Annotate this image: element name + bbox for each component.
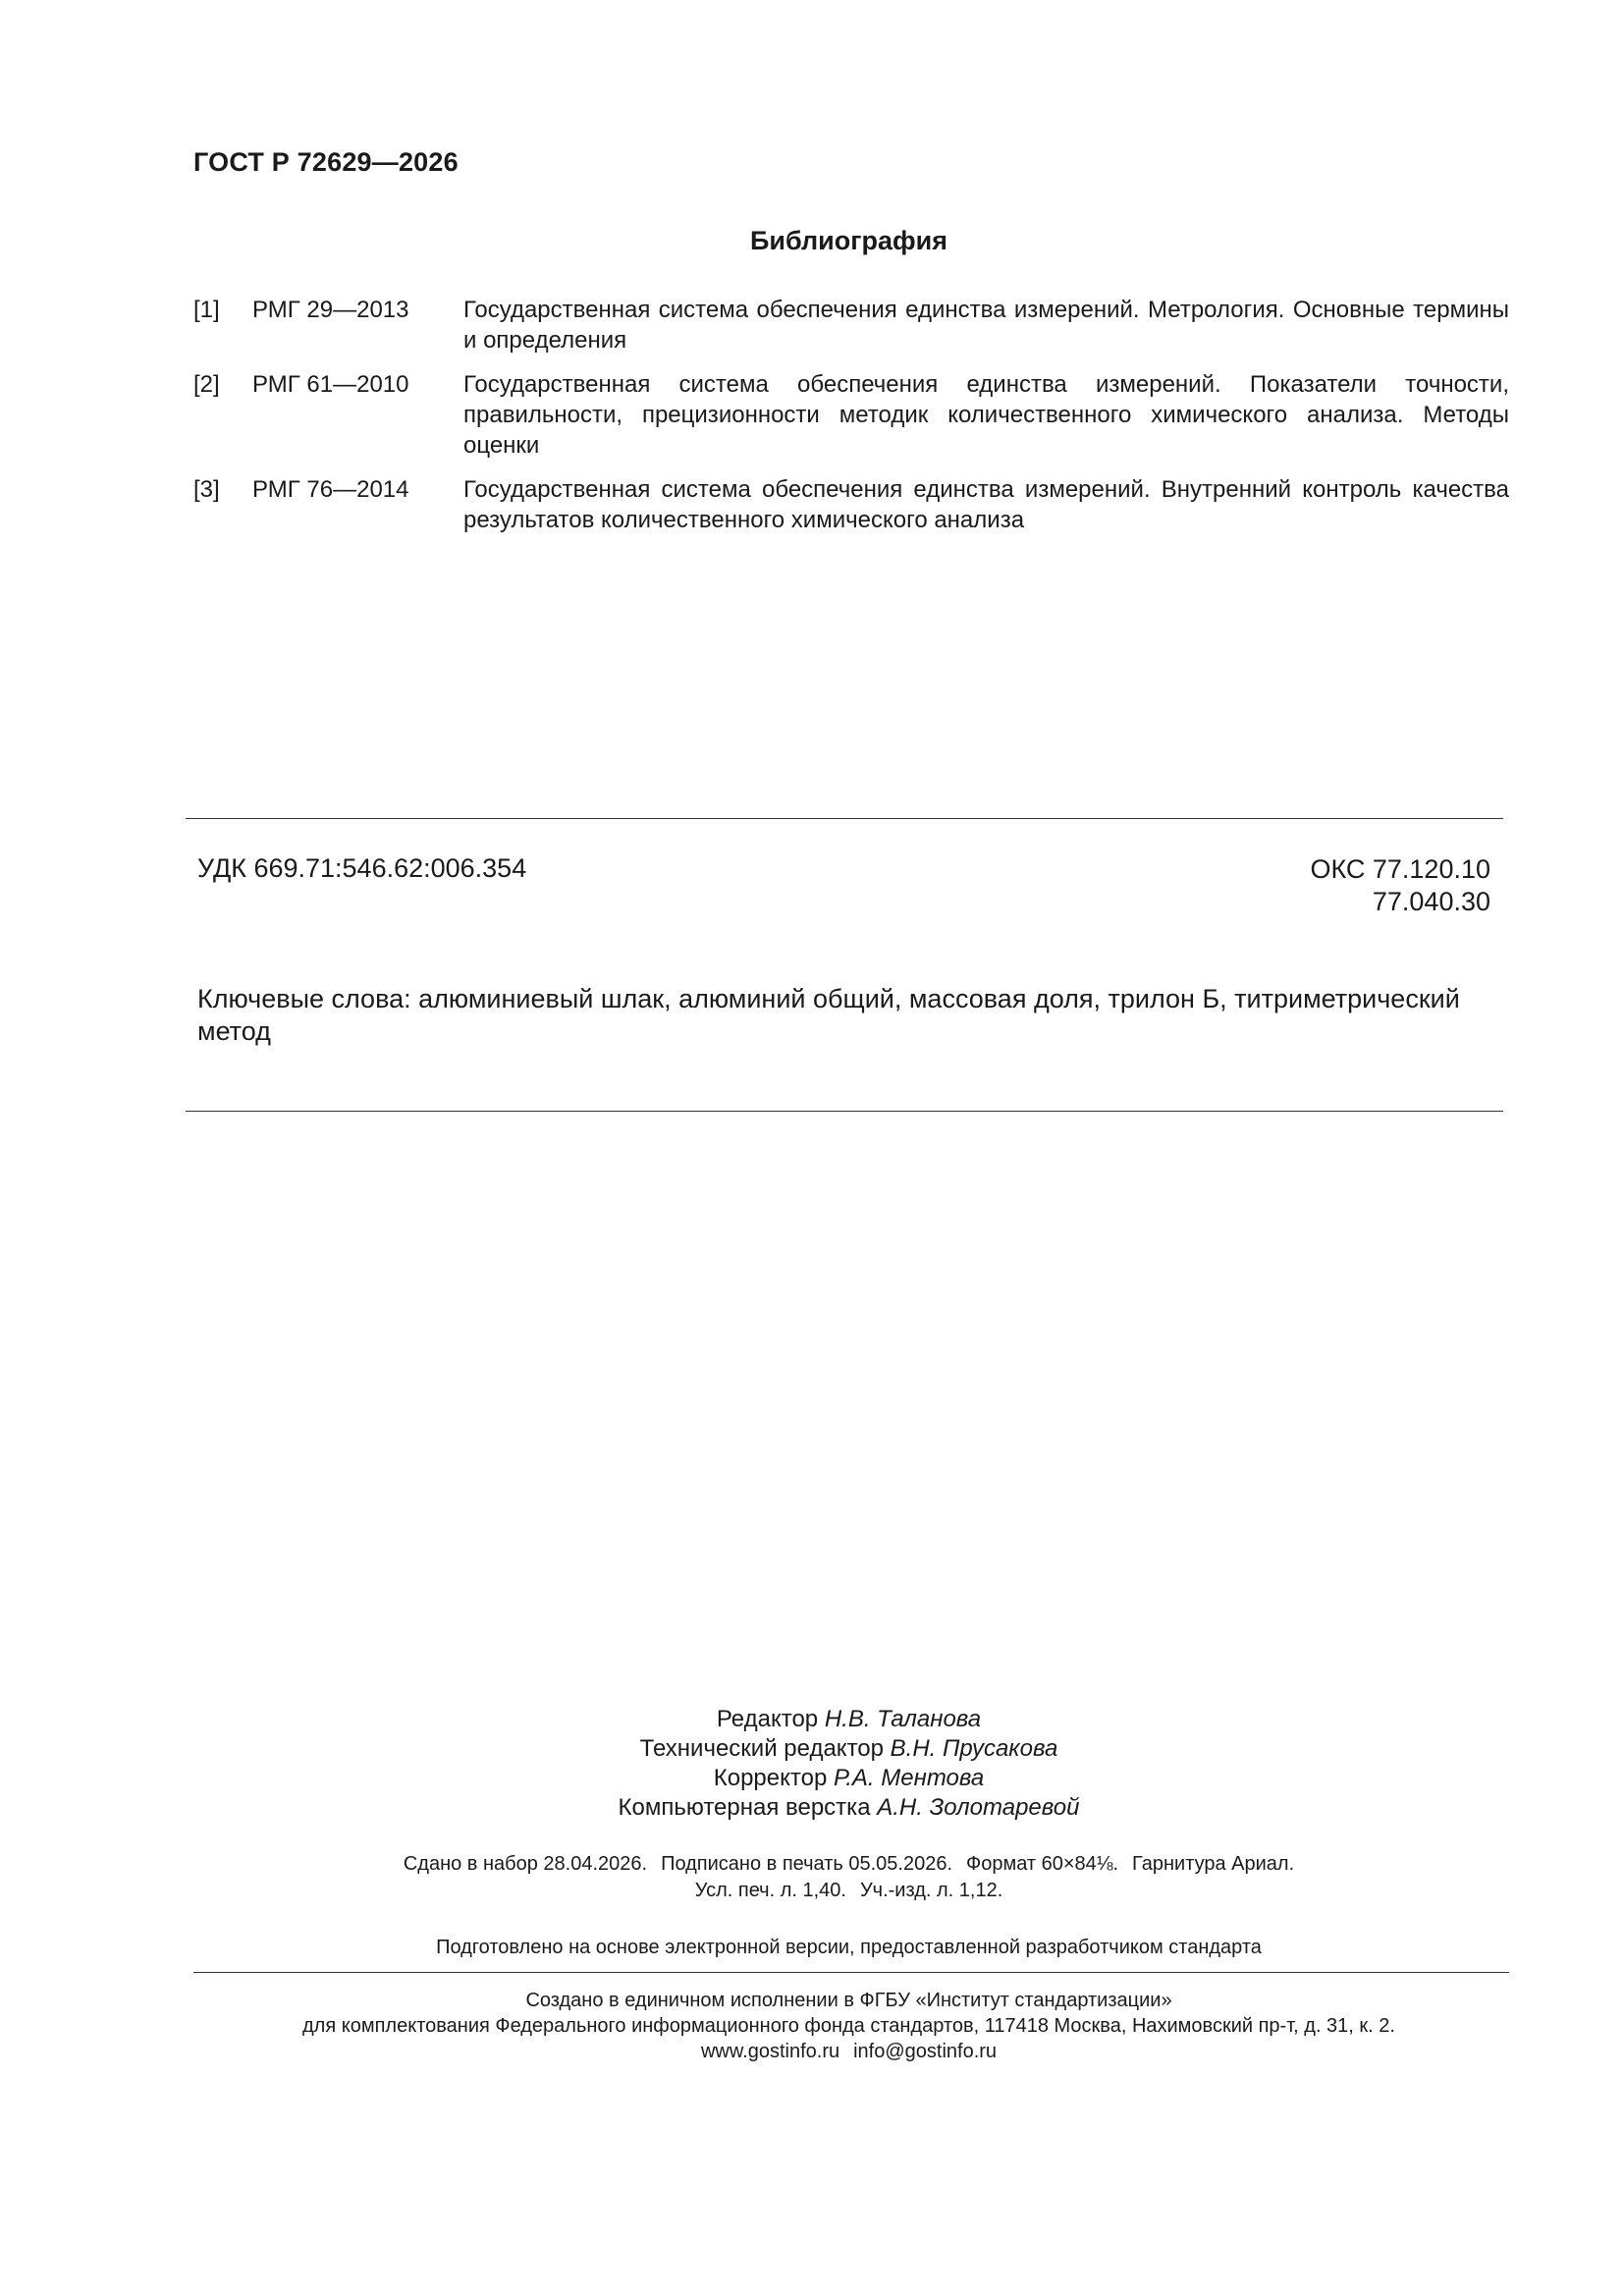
print-info-line-1 xyxy=(0,1851,1623,1878)
divider-keywords xyxy=(186,1111,1503,1112)
bibliography-item xyxy=(193,369,1509,461)
credit-name: В.Н. Прусакова xyxy=(890,1735,1058,1762)
publication-sheets: Уч.-изд. л. 1,12. xyxy=(859,1880,1003,1901)
credit-proofreader xyxy=(0,1764,1623,1793)
credit-role: Редактор xyxy=(716,1706,819,1732)
footer-line-1: Создано в единичном исполнении в ФГБУ «Институт стандартизации» xyxy=(525,1990,1172,2011)
credit-role: Корректор xyxy=(713,1765,828,1791)
credit-technical-editor xyxy=(0,1734,1623,1764)
bibliography-item-number: [3] xyxy=(193,476,220,503)
keywords: Ключевые слова: алюминиевый шлак, алюминий общий, массовая доля, трилон Б, титриметрический метод xyxy=(197,984,1460,1046)
bibliography-item-text: Государственная система обеспечения единства измерений. Метрология. Основные термины и определения xyxy=(463,297,1509,354)
credit-name: Н.В. Таланова xyxy=(824,1706,982,1732)
print-signed-date: Подписано в печать 05.05.2026. xyxy=(661,1853,953,1875)
credit-name: Р.А. Ментова xyxy=(833,1765,985,1791)
print-info xyxy=(0,1851,1623,1904)
bibliography-item-number: [2] xyxy=(193,371,220,398)
bibliography-title: Библиография xyxy=(750,226,947,255)
oks-codes xyxy=(1310,853,1490,918)
footer-website-link[interactable]: www.gostinfo.ru xyxy=(700,2041,840,2062)
credits-block xyxy=(0,1705,1623,1823)
bibliography-item xyxy=(193,295,1509,355)
footer xyxy=(0,1988,1623,2064)
prepared-note: Подготовлено на основе электронной версии, предоставленной разработчиком стандарта xyxy=(436,1937,1262,1958)
udk-code: УДК 669.71:546.62:006.354 xyxy=(197,853,527,883)
bibliography-item-number: [1] xyxy=(193,297,220,323)
bibliography-item-code: РМГ 76—2014 xyxy=(252,476,409,503)
bibliography-item xyxy=(193,474,1509,535)
footer-line-2: для комплектования Федерального информационного фонда стандартов, 117418 Москва, Нахимовский пр-т, д. 31, к. 2. xyxy=(302,2015,1395,2037)
bibliography-item-text: Государственная система обеспечения единства измерений. Внутренний контроль качества результатов количественного химического анализа xyxy=(463,476,1509,533)
credit-role: Компьютерная верстка xyxy=(618,1794,871,1821)
bibliography-item-code: РМГ 61—2010 xyxy=(252,371,409,398)
bibliography-item-code: РМГ 29—2013 xyxy=(252,297,409,323)
print-set-date: Сдано в набор 28.04.2026. xyxy=(403,1853,648,1875)
credit-editor xyxy=(0,1705,1623,1734)
credit-name: А.Н. Золотаревой xyxy=(877,1794,1080,1821)
print-format: Формат 60×84⅛. xyxy=(966,1853,1119,1875)
divider-footer xyxy=(193,1972,1509,1973)
footer-contacts xyxy=(0,2039,1623,2064)
credit-role: Технический редактор xyxy=(639,1735,884,1762)
oks-code-secondary: 77.040.30 xyxy=(1372,887,1490,916)
credit-layout xyxy=(0,1793,1623,1823)
print-sheets: Усл. печ. л. 1,40. xyxy=(694,1880,846,1901)
footer-email-link[interactable]: info@gostinfo.ru xyxy=(853,2041,998,2062)
print-info-line-2 xyxy=(0,1878,1623,1904)
bibliography-item-text: Государственная система обеспечения единства измерений. Показатели точности, правильности, прецизионности методик количественного химического анализа. Методы оценки xyxy=(463,371,1509,459)
divider-top xyxy=(186,818,1503,819)
oks-code-primary: ОКС 77.120.10 xyxy=(1310,854,1490,884)
print-font: Гарнитура Ариал. xyxy=(1132,1853,1295,1875)
bibliography-list xyxy=(193,295,1509,549)
document-code-header: ГОСТ Р 72629—2026 xyxy=(193,147,459,177)
